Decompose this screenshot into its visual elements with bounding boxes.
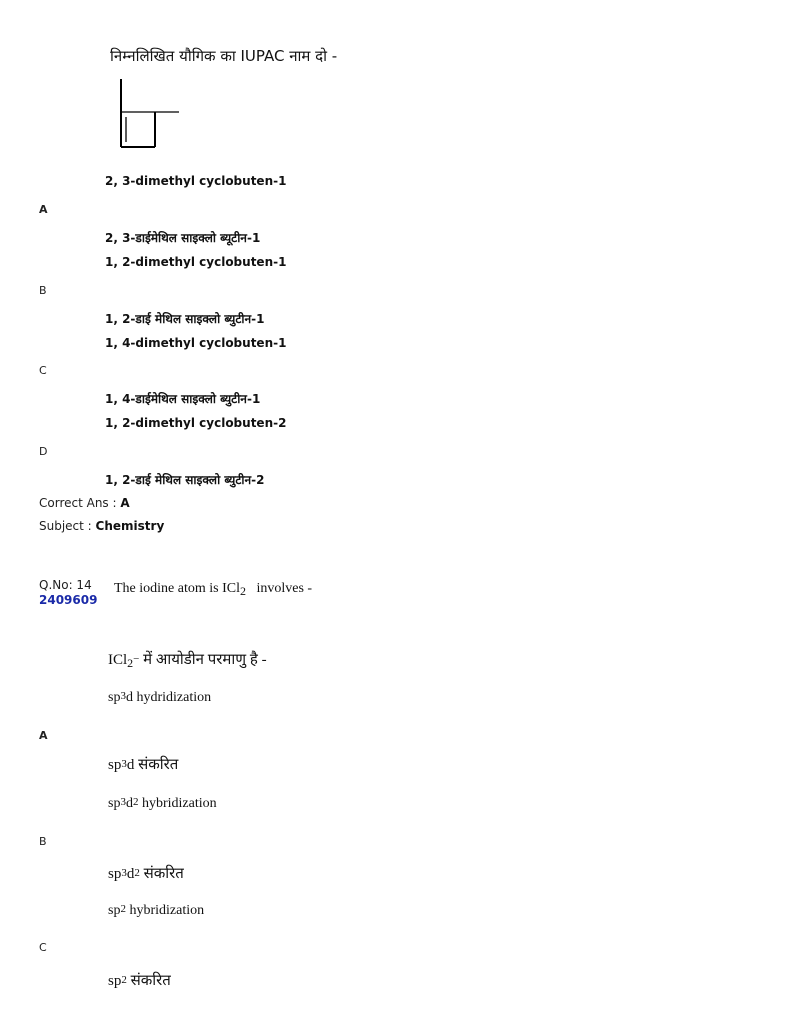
subject-label: Subject : [39, 519, 92, 533]
option-b-letter: B [39, 284, 47, 297]
q14-option-a-english: $sp^3d$ hydridization [108, 690, 212, 705]
q14-option-c-english: $sp^2$ hybridization [108, 903, 205, 918]
option-d-letter: D [39, 445, 48, 458]
q14-option-b-english: $sp^3d^2$ hybridization [108, 796, 217, 811]
question-id: 2409609 [39, 593, 98, 607]
option-d-hindi: 1, 2-डाई मेथिल साइक्लो ब्युटीन-2 [105, 473, 265, 487]
correct-answer [39, 496, 130, 510]
q14-option-a-letter: A [39, 729, 48, 742]
subject-value: Chemistry [95, 519, 165, 533]
question-text-hindi: निम्नलिखित यौगिक का IUPAC नाम दो - [110, 47, 338, 65]
option-c-hindi: 1, 4-डाईमेथिल साइक्लो ब्युटीन-1 [105, 392, 261, 406]
q14-option-c-letter: C [39, 941, 47, 954]
q14-option-b-hindi: $sp^3d^2$ संकरित [108, 866, 184, 882]
option-b-english: 1, 2-dimethyl cyclobuten-1 [105, 255, 287, 269]
option-d-english: 1, 2-dimethyl cyclobuten-2 [105, 416, 287, 430]
question-text-english: The iodine atom is ICl$_2$ involves - [114, 581, 313, 598]
option-a-hindi: 2, 3-डाईमेथिल साइक्लो ब्यूटीन-1 [105, 231, 261, 245]
option-a-letter: A [39, 203, 48, 216]
q14-option-b-letter: B [39, 835, 47, 848]
q14-option-a-hindi: $sp^3d$ संकरित [108, 757, 179, 773]
molecule-structure-image [115, 76, 185, 152]
subject [39, 519, 164, 533]
correct-answer-value: A [120, 496, 130, 510]
question-number: Q.No: 14 [39, 578, 92, 592]
question-text-hindi-14: ICl$_2$− में आयोडीन परमाणु है - [108, 652, 267, 670]
option-b-hindi: 1, 2-डाई मेथिल साइक्लो ब्युटीन-1 [105, 312, 265, 326]
correct-answer-label: Correct Ans : [39, 496, 117, 510]
option-c-letter: C [39, 364, 47, 377]
q14-option-c-hindi: $sp^2$ संकरित [108, 973, 171, 989]
option-a-english: 2, 3-dimethyl cyclobuten-1 [105, 174, 287, 188]
option-c-english: 1, 4-dimethyl cyclobuten-1 [105, 336, 287, 350]
